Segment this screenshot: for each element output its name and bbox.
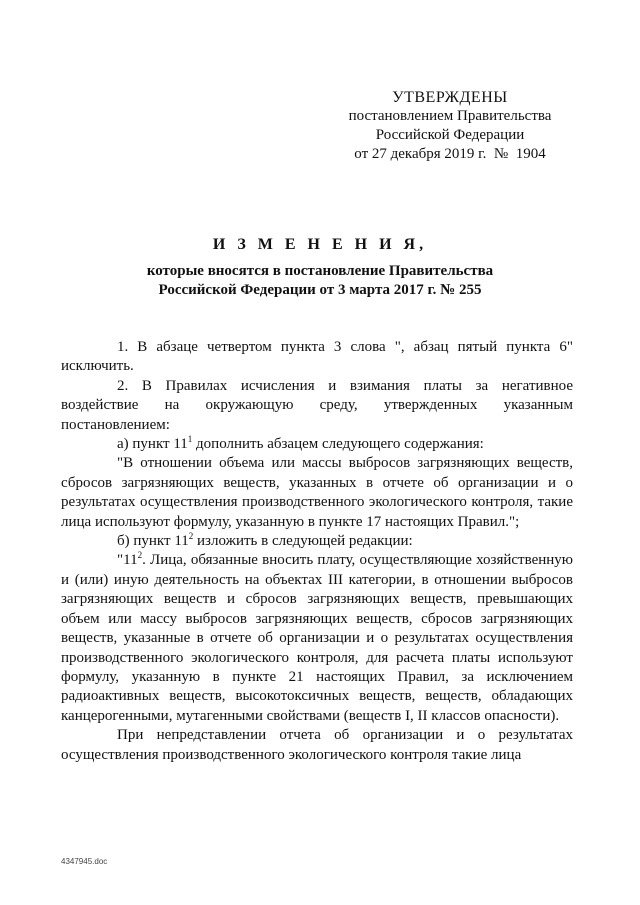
- paragraph-3-superscript: 1: [187, 434, 193, 445]
- document-subtitle: [110, 262, 530, 300]
- document-title: И З М Е Н Е Н И Я,: [212, 236, 428, 253]
- paragraph-5-text-a: б) пункт 11: [117, 533, 189, 550]
- paragraph-7: При непредставлении отчета об организации и о результатах осуществления производственного экологического контроля такие лица: [61, 727, 573, 763]
- subtitle-line-2: Российской Федерации от 3 марта 2017 г. № 255: [158, 282, 482, 298]
- paragraph-6-superscript: 2: [137, 550, 143, 561]
- paragraph-3: [61, 435, 573, 454]
- paragraph-6-text-b: . Лица, обязанные вносить плату, осуществляющие хозяйственную и (или) иную деятельность на объектах III категории, в отношении выбросов загрязняющих веществ и сбросов загрязняющих веществ, превышающих объем или массу выбросов загрязняющих веществ, сбросов загрязняющих веществ, указанные в отчете об организации и о результатах осуществления производственного экологического контроля, для расчета платы используют формулу, указанную в пункте 21 настоящих Правил, за исключением радиоактивных веществ, высокотоксичных веществ, веществ, обладающих канцерогенными, мутагенными свойствами (веществ I, II классов опасности).: [61, 552, 573, 724]
- approval-line-1: постановлением Правительства: [348, 108, 552, 124]
- approval-line-2: Российской Федерации: [375, 127, 525, 143]
- approval-title: УТВЕРЖДЕНЫ: [392, 89, 508, 106]
- document-body: [61, 338, 573, 765]
- paragraph-2: 2. В Правилах исчисления и взимания платы за негативное воздействие на окружающую среду, утвержденных указанным постановлением:: [61, 377, 573, 433]
- paragraph-5: [61, 532, 573, 551]
- paragraph-6: [61, 551, 573, 726]
- approval-block: [340, 88, 560, 164]
- paragraph-5-superscript: 2: [188, 531, 194, 542]
- approval-date: от 27 декабря 2019 г. № 1904: [354, 146, 546, 162]
- paragraph-1: 1. В абзаце четвертом пункта 3 слова ", абзац пятый пункта 6" исключить.: [61, 339, 573, 375]
- file-name-footer: 4347945.doc: [61, 857, 108, 866]
- paragraph-5-text-b: изложить в следующей редакции:: [193, 533, 413, 550]
- paragraph-4: "В отношении объема или массы выбросов загрязняющих веществ, сбросов загрязняющих веществ, указанных в отчете об организации и о результатах осуществления производственного экологического контроля, такие лица используют формулу, указанную в пункте 17 настоящих Правил.";: [61, 455, 573, 530]
- subtitle-line-1: которые вносятся в постановление Правительства: [146, 263, 494, 279]
- paragraph-6-text-a: "11: [117, 552, 138, 569]
- paragraph-3-text-a: а) пункт 11: [117, 436, 188, 453]
- paragraph-3-text-b: дополнить абзацем следующего содержания:: [192, 436, 484, 453]
